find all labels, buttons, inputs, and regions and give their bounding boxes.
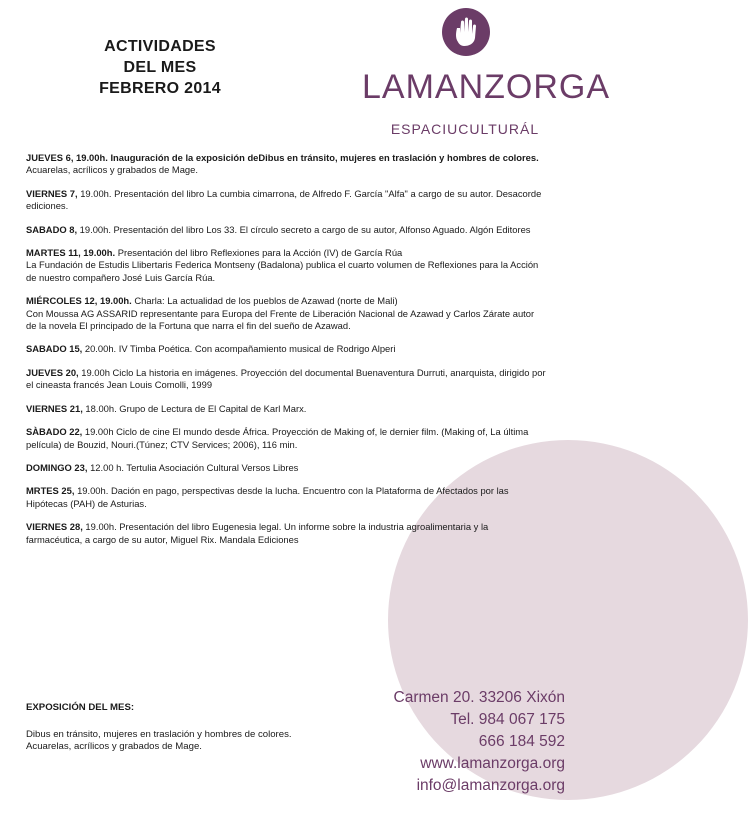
event-date: VIERNES 21, [26, 402, 83, 414]
exhibition-line-2: Acuarelas, acrílicos y grabados de Mage. [26, 741, 202, 752]
title-line-2: DEL MES [123, 59, 197, 76]
exhibition-line-1: Dibus en tránsito, mujeres en traslación y hombres de colores. [26, 728, 292, 740]
event-text: 19.00h. Presentación del libro Eugenesia legal. Un informe sobre la industria agroalimentaria y la farmacéutica, a cargo de su autor, Miguel Rix. Mandala Ediciones [26, 521, 489, 545]
contact-tel-label: Tel. [450, 711, 475, 728]
event-date: JUEVES 6, 19.00h. [26, 152, 108, 163]
contact-phone-2[interactable]: 666 184 592 [478, 733, 565, 750]
event-text: Inauguración de la exposición deDibus en tránsito, mujeres en traslación y hombres de colores. [110, 152, 539, 163]
event-item [26, 485, 546, 510]
event-item [26, 295, 546, 332]
event-text: 20.00h. IV Timba Poética. Con acompañamiento musical de Rodrigo Alperi [84, 343, 396, 355]
events-list [26, 152, 546, 557]
event-text: 19.00h Ciclo La historia en imágenes. Proyección del documental Buenaventura Durruti, anarquista, dirigido por el cineasta francés Jean Louis Comolli, 1999 [26, 366, 546, 391]
hand-icon [442, 8, 490, 56]
event-item [26, 403, 546, 415]
event-text: 19.00h. Dación en pago, perspectivas desde la lucha. Encuentro con la Plataforma de Afectados por las Hipótecas (PAH) de Asturias. [26, 485, 509, 509]
contact-email-link[interactable]: info@lamanzorga.org [416, 777, 565, 794]
event-date: SABADO 15, [26, 343, 83, 355]
event-date: VIERNES 28, [26, 521, 83, 533]
event-item [26, 343, 546, 355]
event-item [26, 188, 546, 213]
title-line-1: ACTIVIDADES [104, 38, 216, 55]
event-text: 18.00h. Grupo de Lectura de El Capital de Karl Marx. [85, 402, 307, 414]
exhibition-block [26, 702, 386, 754]
event-item [26, 152, 546, 177]
contact-phone-1[interactable]: 984 067 175 [478, 711, 565, 728]
event-item [26, 367, 546, 392]
event-date: MRTES 25, [26, 485, 75, 497]
event-date: DOMINGO 23, [26, 461, 88, 473]
event-text: 12.00 h. Tertulia Asociación Cultural Versos Libres [90, 461, 299, 473]
contact-block [360, 687, 565, 797]
event-text: 19.00h. Presentación del libro La cumbia cimarrona, de Alfredo F. García "Alfa" a cargo de su autor. Desacorde ediciones. [26, 187, 542, 212]
event-extra: La Fundación de Estudis Llibertaris Federica Montseny (Badalona) publica el cuarto volumen de Reflexiones para la Acción de nuestro compañero José Luis García Rúa. [26, 259, 539, 283]
logo-name: LAMANZORGA [362, 68, 611, 106]
event-extra: Con Moussa AG ASSARID representante para Europa del Frente de Liberación Nacional de Azawad y Carlos Zárate autor de la novela El principado de la Fortuna que narra el fin del sueño de Azawad. [26, 307, 535, 332]
event-date: MARTES 11, 19.00h. [26, 247, 116, 259]
event-date: SÀBADO 22, [26, 426, 83, 438]
event-text: Charla: La actualidad de los pueblos de Azawad (norte de Mali) [134, 295, 398, 307]
event-item [26, 426, 546, 451]
event-extra: Acuarelas, acrílicos y grabados de Mage. [26, 164, 198, 176]
page-title [60, 36, 260, 99]
event-date: VIERNES 7, [26, 187, 78, 199]
event-item [26, 521, 546, 546]
event-date: SABADO 8, [26, 223, 78, 235]
contact-tel-row [360, 709, 565, 731]
title-line-3: FEBRERO 2014 [99, 80, 221, 97]
event-text: 19.00h Ciclo de cine El mundo desde África. Proyección de Making of, le dernier film. (Making of, La última película) de Bouzid, Nouri.(Túnez; CTV Services; 2006), 116 min. [26, 426, 529, 450]
logo-subtitle: ESPACIUCULTURÁL [390, 121, 540, 137]
contact-website-link[interactable]: www.lamanzorga.org [420, 755, 565, 772]
event-item [26, 462, 546, 474]
contact-address: Carmen 20. 33206 Xixón [393, 689, 565, 706]
exhibition-heading: EXPOSICIÓN DEL MES: [26, 702, 135, 713]
event-date: JUEVES 20, [26, 366, 79, 378]
event-item [26, 247, 546, 284]
event-date: MIÉRCOLES 12, 19.00h. [26, 295, 132, 307]
event-item [26, 224, 546, 236]
event-text: Presentación del libro Reflexiones para la Acción (IV) de García Rúa [117, 247, 403, 259]
event-text: 19.00h. Presentación del libro Los 33. El círculo secreto a cargo de su autor, Alfonso Aguado. Algón Editores [79, 223, 531, 235]
logo [362, 8, 611, 143]
